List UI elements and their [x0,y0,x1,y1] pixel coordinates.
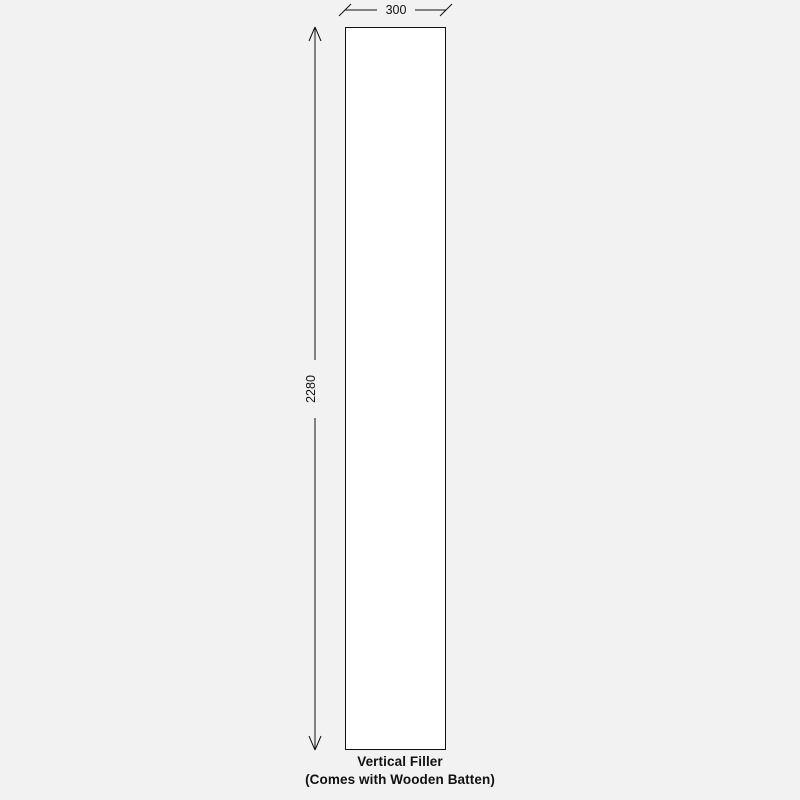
width-dimension [339,2,452,18]
height-dimension [304,27,324,750]
caption-title: Vertical Filler [357,754,443,769]
width-dimension-label: 300 [385,3,407,17]
height-dimension-label: 2280 [304,375,318,403]
vertical-filler-panel [346,28,446,750]
caption-subtitle: (Comes with Wooden Batten) [305,772,495,787]
